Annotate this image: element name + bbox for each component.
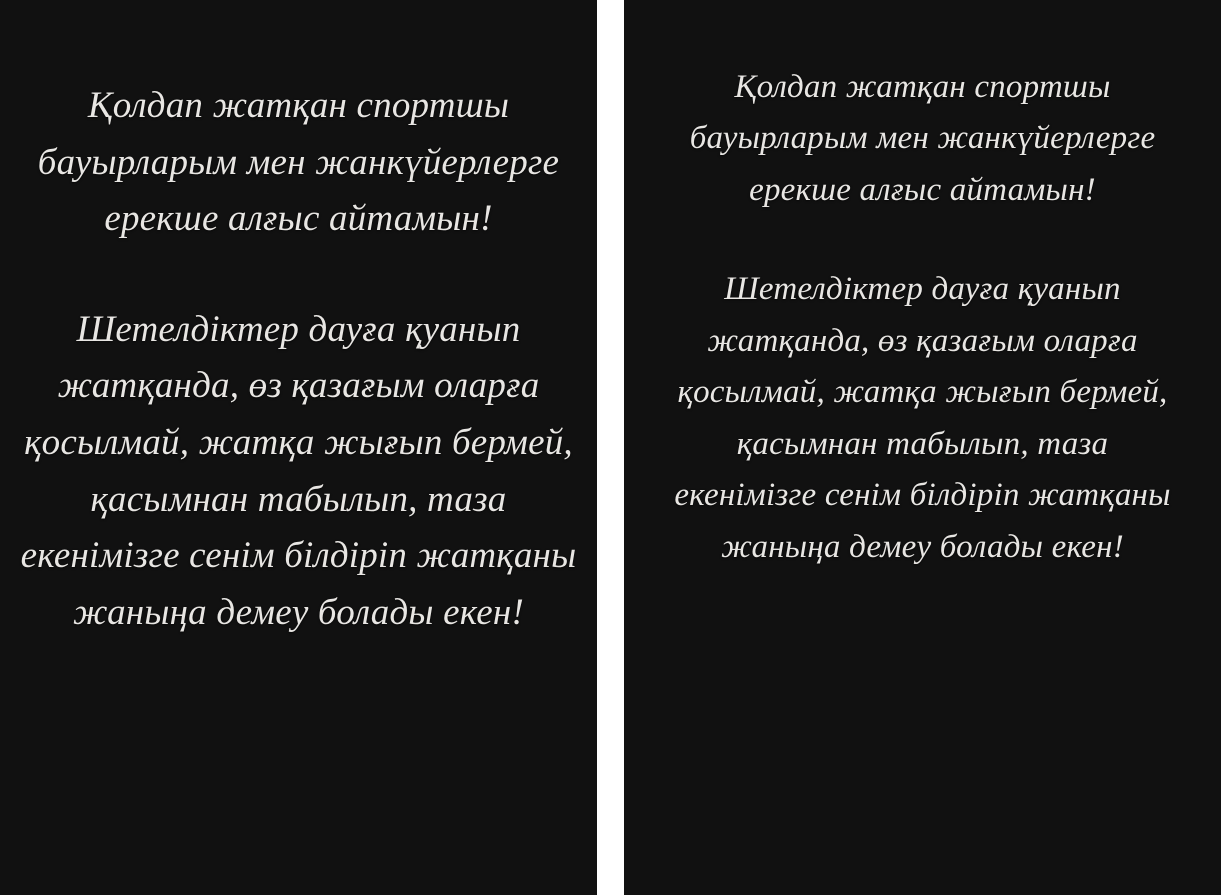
paragraph-gratitude-left: Қолдап жатқан спортшы бауырларым мен жанкүйерлерге ерекше алғыс айтамын! bbox=[37, 85, 560, 240]
paragraph-gratitude-right: Қолдап жатқан спортшы бауырларым мен жанкүйерлерге ерекше алғыс айтамын! bbox=[689, 69, 1156, 208]
paragraph-support-left: Шетелдіктер дауға қуанып жатқанда, өз қазағым оларға қосылмай, жатқа жығып бермей, қасымнан табылып, таза екенімізге сенім білдіріп жатқаны жаныңа демеу болады екен! bbox=[20, 308, 577, 633]
panel-divider bbox=[597, 0, 624, 895]
paragraph-support-right: Шетелдіктер дауға қуанып жатқанда, өз қазағым оларға қосылмай, жатқа жығып бермей, қасымнан табылып, таза екенімізге сенім білдіріп жатқаны жаныңа демеу болады екен! bbox=[674, 271, 1171, 565]
text-panel-right bbox=[624, 0, 1221, 895]
text-panel-left bbox=[0, 0, 597, 895]
